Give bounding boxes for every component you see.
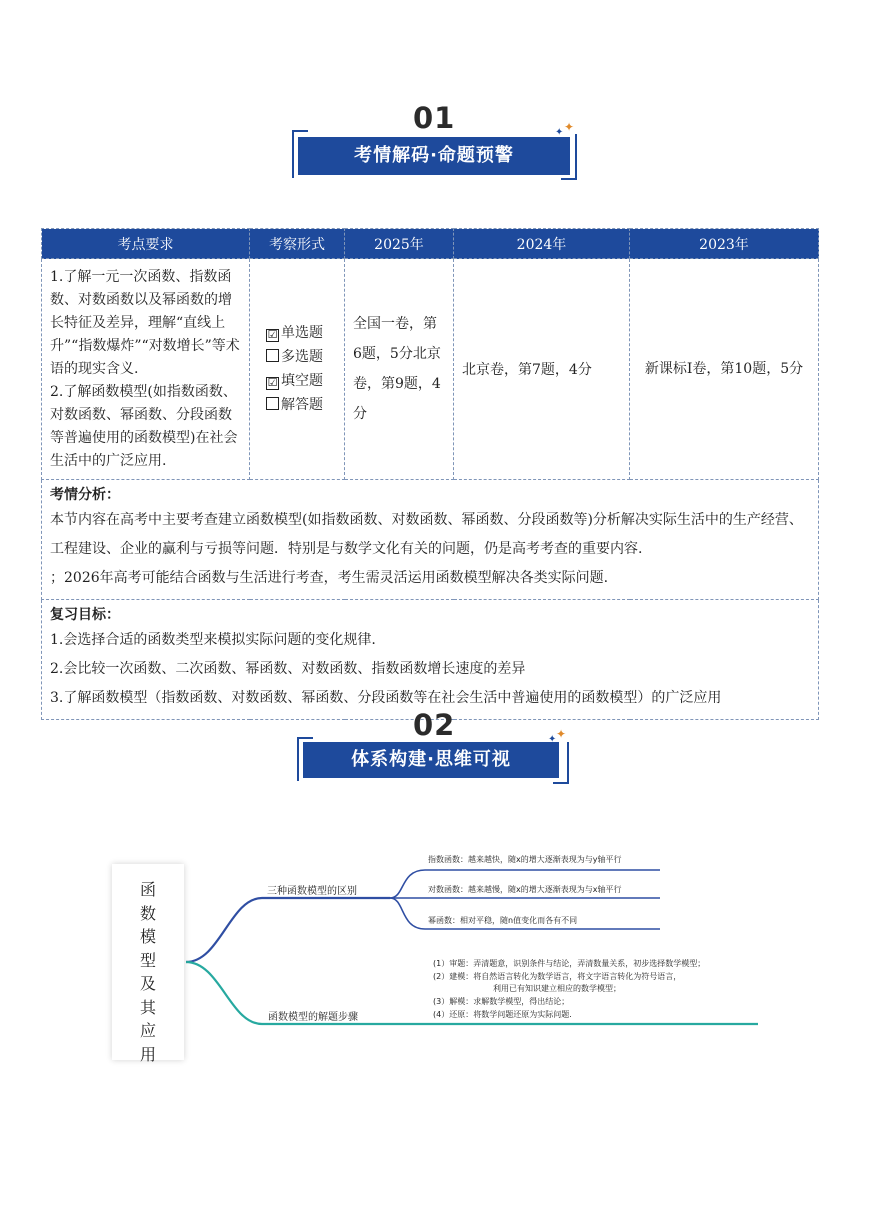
- sparkle-icon: ✦: [548, 734, 557, 745]
- year-2023-cell: 新课标I卷，第10题，5分: [630, 259, 819, 480]
- form-option: [266, 369, 343, 393]
- table-header-row: [42, 229, 819, 259]
- analysis-paragraph: 本节内容在高考中主要考查建立函数模型(如指数函数、对数函数、幂函数、分段函数等)分析解决实际生活中的生产经营、工程建设、企业的赢利与亏损等问题．特别是与数学文化有关的问题，仍是高考考查的重要内容.: [50, 512, 803, 557]
- header-cell: 2023年: [630, 229, 819, 259]
- leaf-label: 对数函数：越来越慢，随x的增大逐渐表现为与x轴平行: [428, 885, 622, 894]
- step-item: (3）解模：求解数学模型，得出结论；: [433, 997, 570, 1006]
- checkbox-checked-icon: ☑: [267, 376, 278, 389]
- leaf-label: 幂函数：相对平稳，随n值变化而各有不同: [428, 916, 578, 925]
- form-label: 填空题: [281, 373, 323, 389]
- form-option: [266, 345, 343, 369]
- step-item: (2）建模：将自然语言转化为数学语言，将文字语言转化为符号语言，: [433, 972, 682, 981]
- goal-item: 3.了解函数模型（指数函数、对数函数、幂函数、分段函数等在社会生活中普遍使用的函数模型）的广泛应用: [50, 690, 722, 706]
- requirement-item: 1.了解一元一次函数、指数函数、对数函数以及幂函数的增长特征及差异，理解“直线上升”“指数爆炸”“对数增长”等术语的现实含义.: [50, 268, 240, 377]
- year-2024-cell: 北京卷，第7题，4分: [454, 259, 630, 480]
- section-number: 02: [413, 708, 456, 742]
- form-label: 多选题: [281, 349, 323, 365]
- branch-label: 函数模型的解题步骤: [268, 1012, 358, 1023]
- table-row: [42, 600, 819, 720]
- leaf-label: 指数函数：越来越快，随x的增大逐渐表现为与y轴平行: [428, 855, 622, 864]
- form-option: [266, 393, 343, 417]
- step-item: 利用已有知识建立相应的数学模型；: [493, 984, 621, 993]
- goal-item: 1.会选择合适的函数类型来模拟实际问题的变化规律.: [50, 632, 376, 648]
- forms-cell: [250, 259, 345, 480]
- checkbox-empty-icon: [266, 397, 279, 410]
- requirement-item: 2.了解函数模型(如指数函数、对数函数、幂函数、分段函数等普遍使用的函数模型)在社会生活中的广泛应用.: [50, 383, 238, 469]
- branch-label: 三种函数模型的区别: [267, 886, 357, 897]
- analysis-paragraph: ；2026年高考可能结合函数与生活进行考查，考生需灵活运用函数模型解决各类实际问题.: [50, 570, 609, 586]
- checkbox-empty-icon: [266, 349, 279, 362]
- goals-title: 复习目标：: [50, 607, 120, 623]
- section-title-banner: 体系构建·思维可视: [303, 742, 559, 778]
- header-cell: 考点要求: [42, 229, 250, 259]
- form-option: [266, 321, 343, 345]
- analysis-title: 考情分析：: [50, 487, 120, 503]
- table-row: [42, 480, 819, 600]
- form-label: 解答题: [281, 397, 323, 413]
- goal-item: 2.会比较一次函数、二次函数、幂函数、对数函数、指数函数增长速度的差异: [50, 661, 526, 677]
- header-cell: 2024年: [454, 229, 630, 259]
- year-2025-cell: 全国一卷，第6题，5分北京卷，第9题，4分: [345, 259, 454, 480]
- mindmap-root-text: 函 数 模 型 及 其 应 用: [139, 880, 156, 1064]
- exam-analysis-table: [41, 228, 819, 720]
- header-cell: 考察形式: [250, 229, 345, 259]
- goals-cell: [42, 600, 819, 720]
- step-item: (4）还原：将数学问题还原为实际问题.: [433, 1010, 572, 1019]
- sparkle-icon: ✦: [564, 120, 575, 134]
- section-title-banner: 考情解码·命题预警: [298, 137, 570, 175]
- header-cell: 2025年: [345, 229, 454, 259]
- branch-line: [186, 898, 390, 962]
- sparkle-icon: ✦: [555, 127, 564, 138]
- checkbox-checked-icon: ☑: [267, 328, 278, 341]
- form-label: 单选题: [281, 325, 323, 341]
- mindmap-root-card: [112, 864, 184, 1064]
- sparkle-icon: ✦: [556, 727, 567, 741]
- section-number: 01: [413, 101, 456, 135]
- requirements-cell: [42, 259, 250, 480]
- table-row: [42, 259, 819, 480]
- step-item: (1）审题：弄清题意，识别条件与结论，弄清数量关系，初步选择数学模型；: [433, 959, 706, 968]
- analysis-cell: [42, 480, 819, 600]
